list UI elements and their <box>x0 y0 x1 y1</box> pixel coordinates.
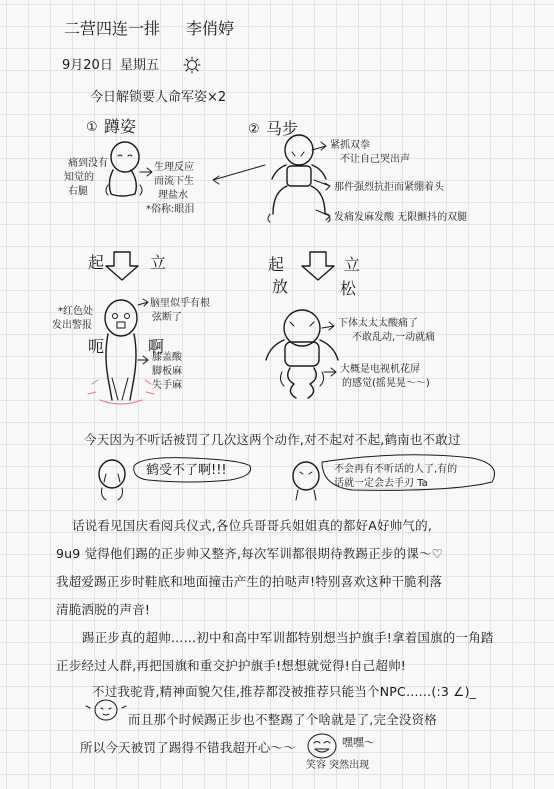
crying-figure <box>99 460 125 500</box>
arrow-icon <box>213 165 265 184</box>
unlock-line: 今日解锁要人命军姿×2 <box>90 90 227 105</box>
weekday: 星期五 <box>120 58 160 73</box>
squat-right-note: 而流下生 <box>154 176 194 187</box>
class-name: 二营四连一排 <box>64 19 161 38</box>
journal-line: 不过我驼背,精神面貌欠佳,推荐都没被推荐只能当个NPC……(:3 ∠)_ <box>92 684 477 699</box>
horse-note: 那件强烈抗拒而紧绷着头 <box>334 182 444 193</box>
arrow-icon <box>138 299 148 306</box>
arrow-icon <box>316 210 330 220</box>
relax-note: 不敢乱动,一动就痛 <box>352 332 436 343</box>
angry-figure <box>293 462 319 500</box>
relax-note: 下体太太太酸痛了 <box>338 318 418 329</box>
journal-line: 踢正步真的超帅……初中和高中军训都特别想当护旗手!拿着国旗的一角踏 <box>82 630 494 645</box>
relax-label: 起 <box>268 255 285 274</box>
journal-line: 清脆洒脱的声音! <box>56 602 151 617</box>
rise-note: 脑里似乎有根 <box>150 298 210 309</box>
rise-note: 膝盖酸 <box>152 352 182 363</box>
squat-left-note: 右腿 <box>68 186 88 197</box>
bubble-right-text: 话就一定会去手刃 Ta <box>334 478 428 489</box>
grin-face-icon <box>308 734 336 758</box>
squat-left-note: 痛到没有 <box>68 158 108 169</box>
date: 9月20日 <box>62 58 113 73</box>
sweat-face-icon <box>86 700 126 720</box>
arrow-icon <box>324 368 336 376</box>
squat-right-note: 生理反应 <box>154 162 194 173</box>
rise-note: 弦断了 <box>152 312 182 323</box>
journal-line: 话说看见国庆看阅兵仪式,各位兵哥哥兵姐姐真的都好A好帅气的, <box>72 518 432 533</box>
squat-figure <box>106 142 142 196</box>
journal-line: 我超爱踢正步时鞋底和地面撞击产生的拍哒声!特别喜欢这种干脆利落 <box>56 574 443 589</box>
squat-left-note: 知觉的 <box>64 172 94 183</box>
arrow-icon <box>140 168 152 176</box>
relax-label: 立 <box>344 255 361 274</box>
sound-effect: 啊 <box>148 337 165 356</box>
arrow-icon <box>138 356 148 364</box>
sound-effect: 呃 <box>88 337 105 356</box>
relax-label: 放 <box>272 277 289 296</box>
rise-note: 脚板麻 <box>152 366 182 377</box>
down-arrow-icon <box>302 252 334 280</box>
author-name: 李俏婷 <box>186 19 235 38</box>
pose-1-number: ① <box>86 120 98 135</box>
journal-line: 而且那个时候踢正步也不整踢了个啥就是了,完全没资格 <box>128 712 437 727</box>
hehe-text: 嘿嘿～ <box>342 736 375 749</box>
bubble-left-text: 鹤受不了啊!!! <box>146 463 227 478</box>
squat-right-note: 理盐水 <box>158 190 188 201</box>
alarm-note: *红色处 <box>58 306 93 317</box>
pose-2-title: 马步 <box>266 119 299 138</box>
journal-line: 正步经过人群,再把国旗和重交护护旗手!想想就觉得!自己超帅! <box>56 658 407 673</box>
horse-note: 不让自己哭出声 <box>340 154 410 165</box>
arrow-icon <box>312 142 326 150</box>
signoff-text: 笑容 突然出现 <box>306 760 370 771</box>
horse-stance-figure <box>268 135 330 222</box>
rise-label: 立 <box>150 253 167 272</box>
rise-label: 起 <box>88 253 105 272</box>
wobbly-figure <box>266 310 338 398</box>
rise-note: 失手麻 <box>152 380 182 391</box>
relax-note: 大概是电视机花屏 <box>340 364 420 375</box>
bubble-right-text: 不会再有不听话的人了,有的 <box>334 464 458 475</box>
down-arrow-icon <box>106 252 138 280</box>
middle-line: 今天因为不听话被罚了几次这两个动作,对不起对不起,鹤南也不敢过 <box>84 432 461 447</box>
pose-1-title: 蹲姿 <box>104 117 137 136</box>
relax-label: 松 <box>340 279 357 298</box>
arrow-icon <box>322 322 334 330</box>
sun-icon <box>184 57 200 73</box>
journal-line: 所以今天被罚了踢得不错我超开心～～ <box>80 740 296 755</box>
pose-2-number: ② <box>248 122 260 137</box>
horse-note: 发痛发麻发酸 无限颤抖的双腿 <box>334 212 468 223</box>
alarm-note: 发出警报 <box>52 320 92 331</box>
journal-line: 9u9 觉得他们踢的正步帅又整齐,每次军训都很期待教踢正步的课～♡ <box>56 546 444 561</box>
relax-note: 的感觉(摇晃晃～～) <box>342 378 430 389</box>
horse-note: 紧抓双拳 <box>330 140 370 151</box>
squat-right-note: *俗称:眼泪 <box>146 204 195 215</box>
